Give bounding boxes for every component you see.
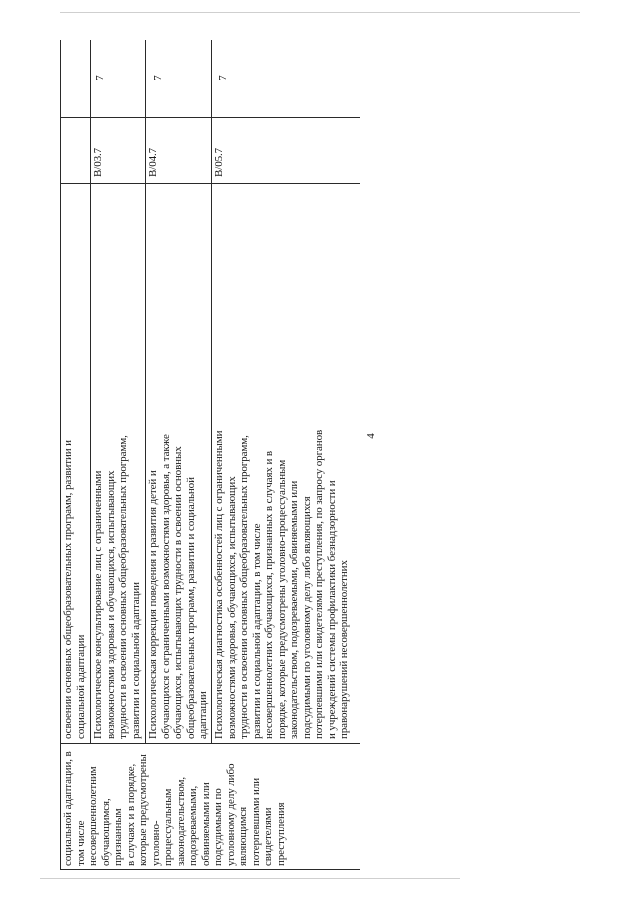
column-divider-left-edge (60, 869, 360, 870)
column-divider-2 (60, 183, 360, 184)
table-row-2-code: В/04.7 (147, 147, 159, 177)
left-column-text: социальной адаптации, в том числе несовершеннолетним обучающимся, признанным в случаях и в порядке, которые предусмотрены уголовно-процессуальным законодательством, подозреваемыми, обвиняемыми или подсудимыми по уголовному делу либо являющимся потерпевшими или свидетелями преступления (62, 751, 287, 866)
table-row-1-function: Психологическое консультирование лиц с ограниченными возможностями здоровья и обучающихся, испытывающих трудности в освоении основных общеобразовательных программ, развитии и социальной адаптации (92, 435, 142, 739)
page-number: 4 (364, 433, 377, 439)
table-row-3-code: В/05.7 (213, 147, 225, 177)
scan-artifact-bottom (40, 878, 460, 879)
row-border-2 (145, 40, 146, 744)
row-border-3 (211, 40, 212, 744)
row-border-top (60, 40, 61, 870)
table-row-2-function: Психологическая коррекция поведения и развития детей и обучающихся с ограниченными возможностями здоровья, а также обучающихся, испытывающих трудности в освоении основных общеобразовательных программ, развитии и социальной адаптации (147, 434, 209, 739)
table-row-1-level: 7 (94, 75, 106, 81)
table-row-0-function: освоении основных общеобразовательных программ, развитии и социальной адаптации (62, 440, 87, 739)
column-divider-3 (60, 117, 360, 118)
table-row-3-level: 7 (217, 75, 229, 81)
table-row-2-level: 7 (152, 75, 164, 81)
table-row-3-function: Психологическая диагностика особенностей лиц с ограниченными возможностями здоровья, обучающихся, испытывающих трудности в освоении основных общеобразовательных программ, развитии и социальной адаптации, в том числе несовершеннолетних обучающихся, признанных в случаях и в порядке, которые предусмотрены уголовно-процессуальным законодательством, подозреваемыми, обвиняемыми или подсудимыми по уголовному делу либо являющихся потерпевшими или свидетелями преступления, по запросу органов и учреждений системы профилактики безнадзорности и правонарушений несовершеннолетних (213, 429, 350, 739)
column-divider-1 (60, 743, 360, 744)
row-border-1 (90, 40, 91, 744)
scan-artifact-top (60, 12, 580, 13)
table-row-1-code: В/03.7 (92, 147, 104, 177)
rotated-table (60, 40, 360, 870)
